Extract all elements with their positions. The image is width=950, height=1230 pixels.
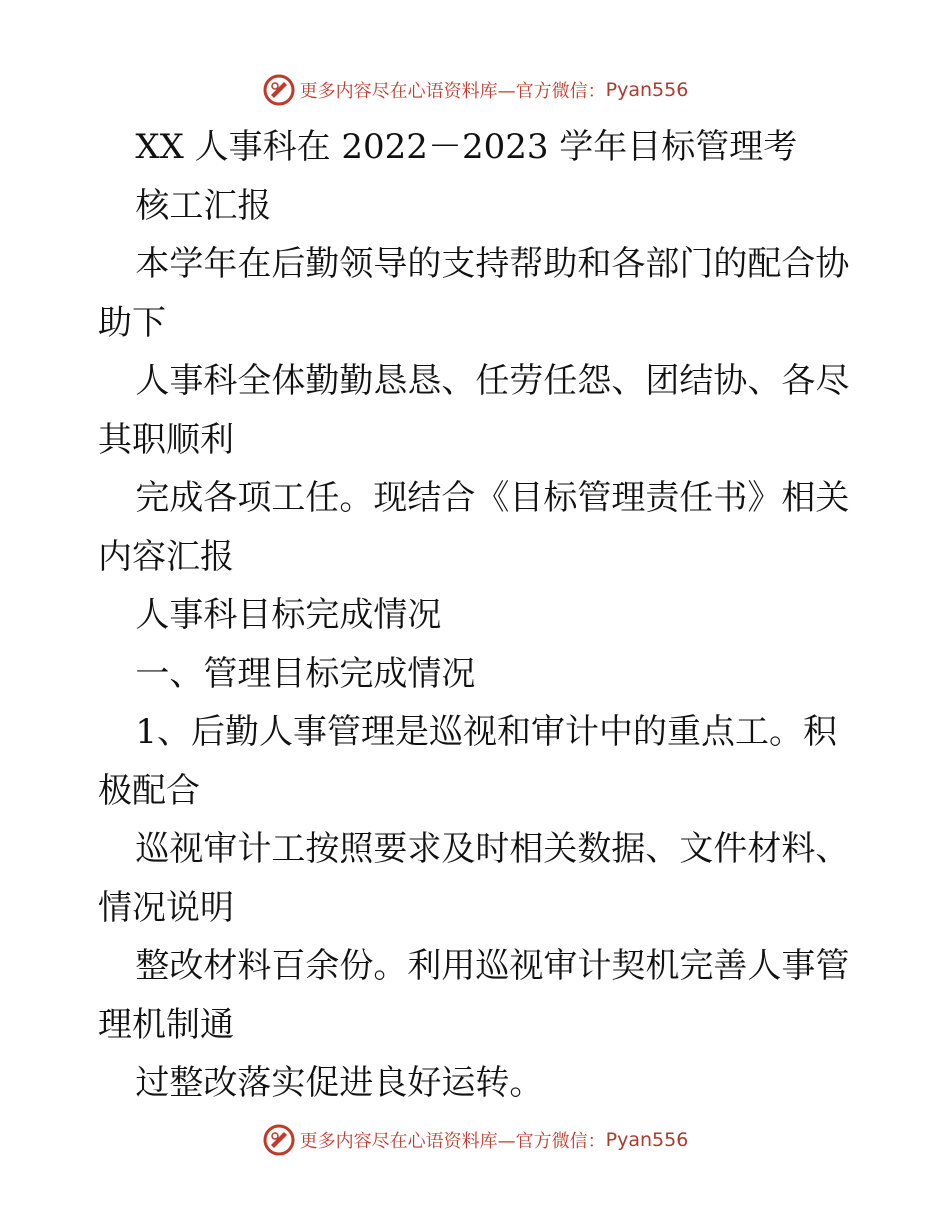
header-watermark-text: 更多内容尽在心语资料库—官方微信： (299, 81, 606, 102)
doc-paragraph: 过整改落实促进良好运转。 (135, 1063, 544, 1103)
doc-paragraph: 1、后勤人事管理是巡视和审计中的重点工。积极配合 (98, 712, 838, 811)
doc-paragraph: 人事科全体勤勤恳恳、任劳任怨、团结协、各尽其职顺利 (98, 361, 850, 460)
header-watermark-id: Pyan556 (605, 79, 689, 101)
doc-paragraph: 巡视审计工按照要求及时相关数据、文件材料、情况说明 (98, 829, 850, 928)
doc-subsection-heading: 一、管理目标完成情况 (135, 653, 476, 694)
footer-watermark (0, 1120, 950, 1160)
doc-section-heading: 人事科目标完成情况 (135, 595, 442, 635)
doc-title-line-1: XX 人事科在 2022－2023 学年目标管理考 (135, 127, 798, 167)
doc-title-line-2: 核工汇报 (135, 185, 272, 226)
footer-watermark-id: Pyan556 (605, 1129, 689, 1151)
document-body (98, 118, 858, 1113)
logo-icon (262, 1123, 296, 1157)
logo-icon (262, 73, 296, 107)
footer-watermark-text: 更多内容尽在心语资料库—官方微信： (299, 1131, 606, 1152)
doc-paragraph: 整改材料百余份。利用巡视审计契机完善人事管理机制通 (98, 946, 850, 1045)
header-watermark (0, 70, 950, 110)
doc-paragraph: 本学年在后勤领导的支持帮助和各部门的配合协助下 (98, 244, 850, 343)
doc-paragraph: 完成各项工任。现结合《目标管理责任书》相关内容汇报 (98, 478, 850, 577)
